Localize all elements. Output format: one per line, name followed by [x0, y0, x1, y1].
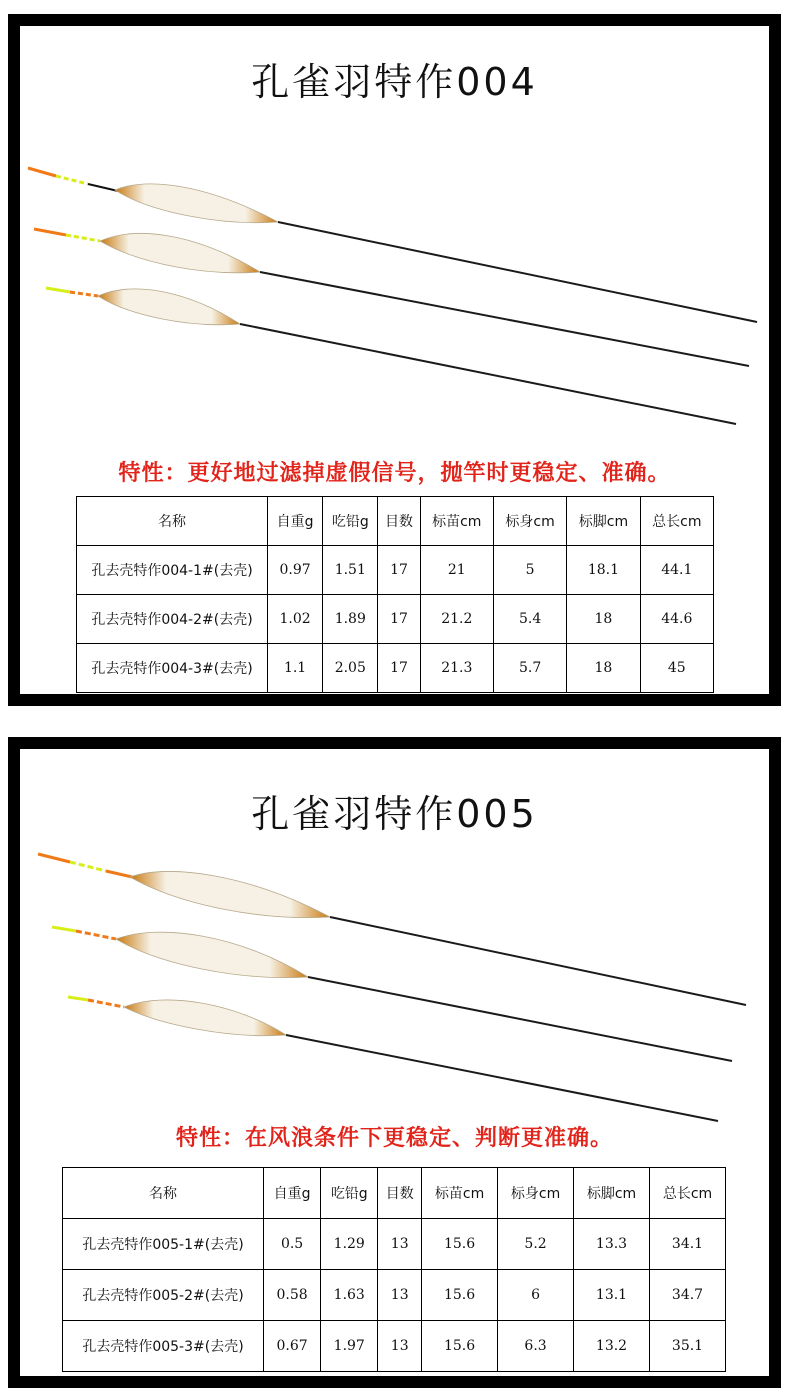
col-header-body-length: 标身cm — [493, 497, 566, 546]
col-header-total-length: 总长cm — [650, 1168, 726, 1219]
cell-name: 孔去壳特作004-3#(去壳) — [77, 644, 268, 693]
cell-stem-length: 13.2 — [574, 1321, 650, 1372]
cell-total-length: 44.1 — [640, 546, 713, 595]
cell-tip-length: 21 — [420, 546, 493, 595]
cell-stem-length: 18.1 — [567, 546, 640, 595]
cell-body-length: 5.4 — [493, 595, 566, 644]
float-illustration — [20, 749, 769, 1129]
col-header-stem-length: 标脚cm — [567, 497, 640, 546]
cell-marks: 17 — [378, 644, 420, 693]
cell-body-length: 5.7 — [493, 644, 566, 693]
cell-tip-length: 21.3 — [420, 644, 493, 693]
cell-marks: 17 — [378, 595, 420, 644]
cell-tip-length: 15.6 — [422, 1321, 498, 1372]
product-title: 孔雀羽特作004 — [251, 60, 538, 104]
table-header-row — [63, 1168, 726, 1219]
product-panel-004 — [8, 14, 781, 706]
cell-stem-length: 13.1 — [574, 1270, 650, 1321]
table-row — [77, 595, 714, 644]
float-2 — [52, 927, 732, 1061]
col-header-lead: 吃铅g — [323, 497, 378, 546]
cell-name: 孔去壳特作004-1#(去壳) — [77, 546, 268, 595]
cell-weight: 0.97 — [268, 546, 323, 595]
col-header-weight: 自重g — [268, 497, 323, 546]
product-title: 孔雀羽特作005 — [251, 792, 538, 836]
col-header-total-length: 总长cm — [640, 497, 713, 546]
cell-weight: 0.67 — [264, 1321, 321, 1372]
col-header-marks: 目数 — [378, 1168, 422, 1219]
feature-description: 特性：更好地过滤掉虚假信号，抛竿时更稳定、准确。 — [118, 461, 671, 486]
col-header-weight: 自重g — [264, 1168, 321, 1219]
float-3 — [46, 288, 736, 424]
cell-stem-length: 13.3 — [574, 1219, 650, 1270]
cell-tip-length: 21.2 — [420, 595, 493, 644]
cell-total-length: 34.1 — [650, 1219, 726, 1270]
cell-marks: 13 — [378, 1219, 422, 1270]
panel-content — [20, 749, 769, 1376]
cell-lead: 2.05 — [323, 644, 378, 693]
col-header-marks: 目数 — [378, 497, 420, 546]
table-row — [63, 1219, 726, 1270]
col-header-lead: 吃铅g — [321, 1168, 378, 1219]
cell-name: 孔去壳特作005-1#(去壳) — [63, 1219, 264, 1270]
table-header-row — [77, 497, 714, 546]
table-row — [77, 546, 714, 595]
product-panel-005 — [8, 737, 781, 1388]
col-header-name: 名称 — [77, 497, 268, 546]
cell-weight: 0.5 — [264, 1219, 321, 1270]
spec-table — [62, 1167, 726, 1372]
col-header-tip-length: 标苗cm — [422, 1168, 498, 1219]
cell-total-length: 45 — [640, 644, 713, 693]
feature-description: 特性：在风浪条件下更稳定、判断更准确。 — [175, 1126, 613, 1151]
cell-total-length: 44.6 — [640, 595, 713, 644]
table-row — [63, 1321, 726, 1372]
col-header-name: 名称 — [63, 1168, 264, 1219]
cell-tip-length: 15.6 — [422, 1219, 498, 1270]
cell-body-length: 6.3 — [498, 1321, 574, 1372]
cell-lead: 1.29 — [321, 1219, 378, 1270]
cell-lead: 1.51 — [323, 546, 378, 595]
float-1 — [38, 854, 746, 1005]
cell-stem-length: 18 — [567, 595, 640, 644]
col-header-body-length: 标身cm — [498, 1168, 574, 1219]
cell-total-length: 34.7 — [650, 1270, 726, 1321]
cell-stem-length: 18 — [567, 644, 640, 693]
col-header-stem-length: 标脚cm — [574, 1168, 650, 1219]
cell-lead: 1.89 — [323, 595, 378, 644]
cell-tip-length: 15.6 — [422, 1270, 498, 1321]
float-3 — [68, 997, 718, 1121]
table-row — [77, 644, 714, 693]
cell-body-length: 5.2 — [498, 1219, 574, 1270]
cell-name: 孔去壳特作005-3#(去壳) — [63, 1321, 264, 1372]
cell-name: 孔去壳特作005-2#(去壳) — [63, 1270, 264, 1321]
table-row — [63, 1270, 726, 1321]
cell-marks: 13 — [378, 1321, 422, 1372]
cell-weight: 1.02 — [268, 595, 323, 644]
col-header-tip-length: 标苗cm — [420, 497, 493, 546]
cell-weight: 1.1 — [268, 644, 323, 693]
spec-table — [76, 496, 714, 693]
cell-name: 孔去壳特作004-2#(去壳) — [77, 595, 268, 644]
cell-body-length: 6 — [498, 1270, 574, 1321]
cell-lead: 1.97 — [321, 1321, 378, 1372]
float-illustration — [20, 26, 769, 456]
cell-total-length: 35.1 — [650, 1321, 726, 1372]
cell-weight: 0.58 — [264, 1270, 321, 1321]
cell-lead: 1.63 — [321, 1270, 378, 1321]
cell-body-length: 5 — [493, 546, 566, 595]
cell-marks: 17 — [378, 546, 420, 595]
panel-content — [20, 26, 769, 694]
cell-marks: 13 — [378, 1270, 422, 1321]
